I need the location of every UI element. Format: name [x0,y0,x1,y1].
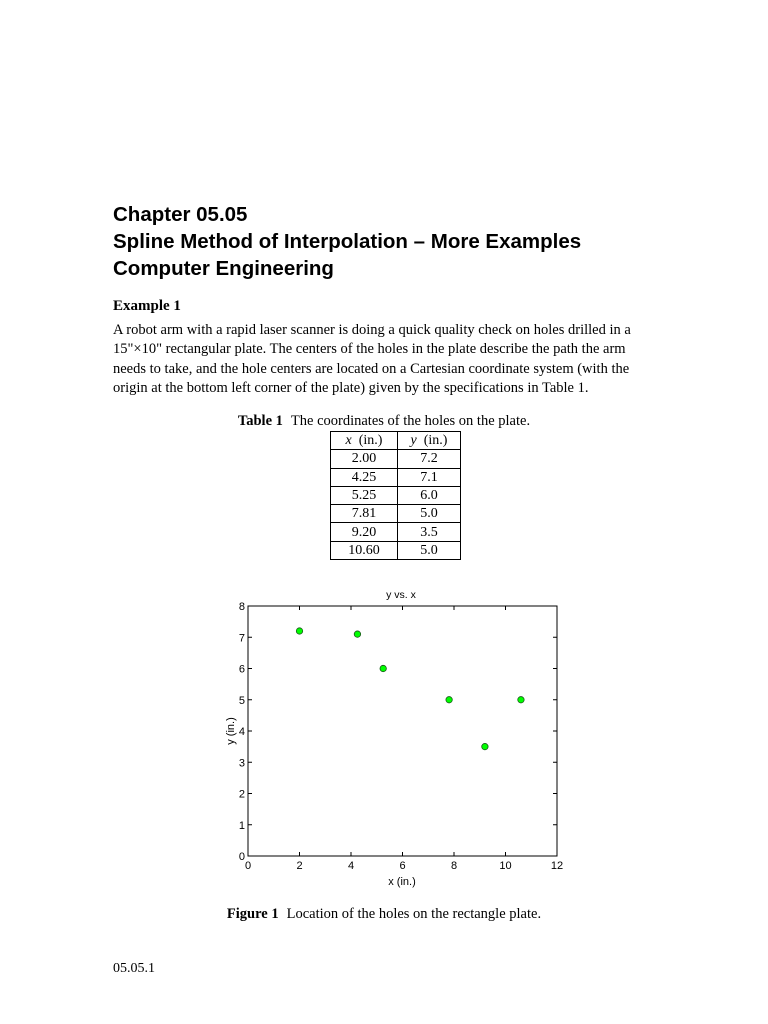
figure-caption-text: Location of the holes on the rectangle plate. [286,906,542,922]
y-tick-label: 6 [238,663,245,676]
table-cell: 5.0 [398,505,461,523]
header-unit: (in.) [423,433,448,449]
paragraph-line: 15"×10" rectangular plate. The centers of the holes in the plate describe the path the arm [113,341,626,358]
data-point [354,631,360,637]
y-tick-label: 4 [238,726,245,738]
figure-label: Figure 1 [226,906,279,922]
header-variable: x [345,433,352,449]
table-cell: 9.20 [331,523,398,541]
header-unit: (in.) [358,433,383,449]
data-point [518,697,524,703]
chapter-number: Chapter 05.05 [113,203,248,226]
y-tick-label: 7 [238,632,245,645]
example-title: Example 1 [113,298,181,314]
table-cell: 5.25 [331,486,398,504]
x-tick-label: 10 [499,860,512,872]
page-number: 05.05.1 [113,961,155,976]
data-point [380,665,386,671]
x-axis-label: x (in.) [388,876,416,888]
x-tick-label: 0 [244,860,252,872]
data-point [446,697,452,703]
chapter-subject: Computer Engineering [113,257,334,280]
x-tick-label: 6 [399,860,406,872]
table-cell: 7.2 [398,450,461,468]
y-tick-label: 1 [238,819,245,832]
table-cell: 10.60 [331,541,398,559]
y-tick-label: 8 [238,601,245,613]
header-variable: y [410,433,417,449]
y-axis-label: y (in.) [225,717,237,745]
x-tick-label: 8 [450,860,458,872]
table-cell: 7.81 [331,505,398,523]
plot-area-frame [248,606,557,856]
y-tick-label: 5 [238,694,245,707]
chart-title: y vs. x [386,589,416,601]
x-tick-label: 12 [550,860,564,872]
table-cell: 3.5 [398,523,461,541]
paragraph-line: needs to take, and the hole centers are located on a Cartesian coordinate system (with the [113,360,630,377]
chapter-title: Spline Method of Interpolation – More Examples [113,230,582,253]
y-tick-label: 3 [238,757,245,770]
data-point [482,743,488,749]
paragraph-line: A robot arm with a rapid laser scanner is doing a quick quality check on holes drilled in a [113,322,631,338]
table-cell: 2.00 [331,450,398,468]
x-tick-label: 2 [296,860,303,872]
table-label: Table 1 [237,413,283,429]
table-cell: 5.0 [398,541,461,559]
table-cell: 7.1 [398,468,461,486]
x-tick-label: 4 [347,860,355,872]
y-tick-label: 0 [238,851,245,863]
table-cell: 6.0 [398,486,461,504]
table-cell: 4.25 [331,468,398,486]
data-point [296,628,302,634]
paragraph-line: origin at the bottom left corner of the plate) given by the specifications in Table 1. [113,379,589,396]
figure-caption [0,906,768,923]
y-tick-label: 2 [238,788,245,801]
table-caption-text: The coordinates of the holes on the plate. [290,413,531,429]
